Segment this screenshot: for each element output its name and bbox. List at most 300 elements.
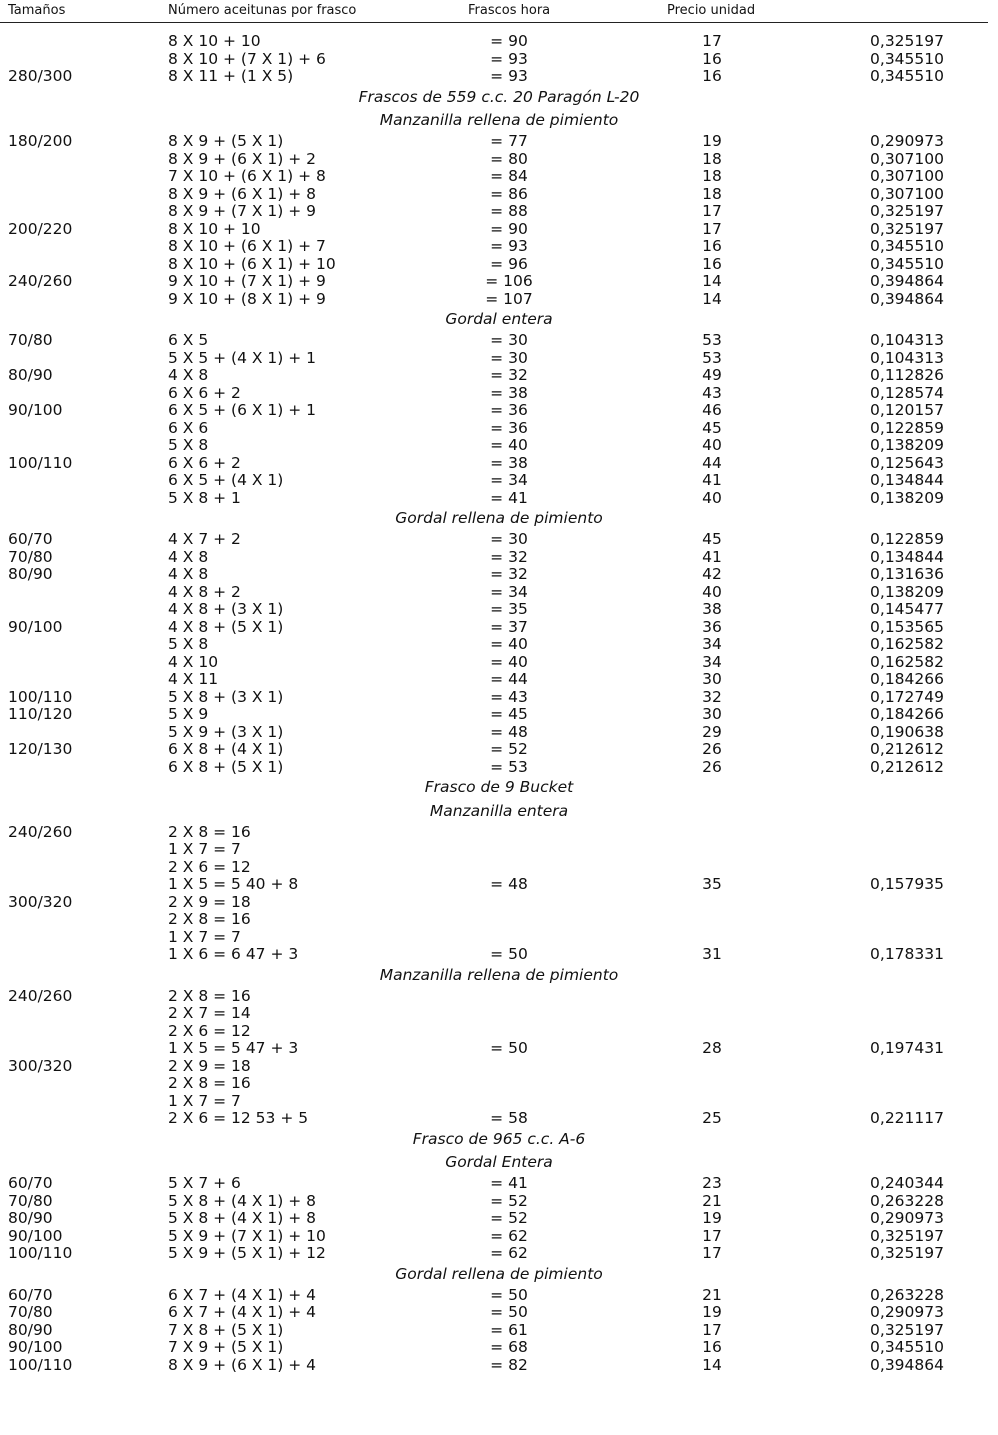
size-cell: 60/70 [8, 530, 53, 548]
count-cell: 17 [702, 219, 722, 238]
count-cell: 36 [702, 617, 722, 636]
table-row [0, 619, 998, 637]
unit-price-cell: 0,122859 [870, 418, 944, 437]
unit-price-cell: 0,128574 [870, 383, 944, 402]
size-cell: 70/80 [8, 547, 53, 566]
size-cell: 100/110 [8, 687, 73, 706]
size-cell: 180/200 [8, 132, 73, 150]
unit-price-cell: 0,134844 [870, 471, 944, 489]
unit-price-cell: 0,134844 [870, 547, 944, 566]
unit-price-cell: 0,184266 [870, 670, 944, 688]
table-row [0, 946, 998, 964]
table-row [0, 420, 998, 438]
formula-cell: 2 X 7 = 14 [168, 1004, 251, 1022]
formula-cell: 8 X 9 + (6 X 1) + 2 [168, 149, 317, 168]
size-cell: 300/320 [8, 1056, 73, 1075]
formula-cell: 4 X 7 + 2 [168, 530, 241, 548]
count-cell: 16 [702, 254, 722, 273]
unit-price-cell: 0,307100 [870, 149, 944, 168]
table-row [0, 824, 998, 842]
formula-cell: 2 X 9 = 18 [168, 1056, 251, 1075]
unit-price-cell: 0,104313 [870, 331, 944, 349]
unit-price-cell: 0,138209 [870, 582, 944, 601]
formula-cell: 6 X 5 + (6 X 1) + 1 [168, 401, 317, 419]
jars-per-hour-cell: = 36 [490, 401, 528, 419]
unit-price-cell: 0,307100 [870, 167, 944, 185]
jars-per-hour-cell: = 93 [490, 237, 528, 255]
size-cell: 60/70 [8, 1174, 53, 1192]
table-row [0, 1058, 998, 1076]
formula-cell: 6 X 8 + (5 X 1) [168, 757, 284, 776]
section-title: Gordal rellena de pimiento [395, 509, 603, 527]
jars-per-hour-cell: = 34 [490, 471, 528, 489]
unit-price-cell: 0,145477 [870, 600, 944, 618]
unit-price-cell: 0,325197 [870, 202, 944, 220]
jars-per-hour-cell: = 40 [490, 652, 528, 671]
table-row [0, 490, 998, 508]
jars-per-hour-cell: = 88 [490, 202, 528, 220]
unit-price-cell: 0,325197 [870, 1244, 944, 1262]
unit-price-cell: 0,325197 [870, 1226, 944, 1245]
size-cell: 70/80 [8, 1191, 53, 1210]
unit-price-cell: 0,172749 [870, 687, 944, 706]
formula-cell: 6 X 7 + (4 X 1) + 4 [168, 1285, 317, 1304]
formula-cell: 8 X 10 + 10 [168, 32, 261, 50]
count-cell: 41 [702, 547, 722, 566]
formula-cell: 5 X 7 + 6 [168, 1174, 241, 1192]
jars-per-hour-cell: = 36 [490, 418, 528, 437]
unit-price-cell: 0,157935 [870, 875, 944, 893]
count-cell: 26 [702, 757, 722, 776]
table-row [0, 256, 998, 274]
count-cell: 18 [702, 167, 722, 185]
table-row [0, 1023, 998, 1041]
table-row [0, 221, 998, 239]
formula-cell: 4 X 8 + (3 X 1) [168, 600, 284, 618]
formula-cell: 2 X 6 = 12 53 + 5 [168, 1109, 309, 1127]
formula-cell: 6 X 6 + 2 [168, 453, 241, 472]
size-cell: 70/80 [8, 1303, 53, 1321]
count-cell: 28 [702, 1039, 722, 1057]
count-cell: 43 [702, 383, 722, 402]
formula-cell: 5 X 8 + (3 X 1) [168, 687, 284, 706]
formula-cell: 7 X 10 + (6 X 1) + 8 [168, 167, 326, 185]
size-cell: 80/90 [8, 1209, 53, 1227]
table-row [0, 1093, 998, 1111]
unit-price-cell: 0,263228 [870, 1285, 944, 1304]
count-cell: 49 [702, 366, 722, 384]
formula-cell: 2 X 6 = 12 [168, 857, 251, 876]
count-cell: 17 [702, 1244, 722, 1262]
count-cell: 14 [702, 289, 722, 308]
jars-per-hour-cell: = 80 [490, 149, 528, 168]
table-row [0, 654, 998, 672]
unit-price-cell: 0,394864 [870, 289, 944, 308]
formula-cell: 1 X 7 = 7 [168, 840, 241, 858]
formula-cell: 5 X 9 + (5 X 1) + 12 [168, 1244, 326, 1262]
table-row [0, 724, 998, 742]
header-rule [0, 22, 988, 23]
table-row [0, 876, 998, 894]
table-row [0, 168, 998, 186]
jars-per-hour-cell: = 32 [490, 565, 528, 583]
unit-price-cell: 0,325197 [870, 1320, 944, 1339]
count-cell: 45 [702, 530, 722, 548]
size-cell: 90/100 [8, 617, 63, 636]
unit-price-cell: 0,212612 [870, 740, 944, 758]
jars-per-hour-cell: = 106 [485, 272, 533, 290]
table-row [0, 689, 998, 707]
count-cell: 31 [702, 945, 722, 963]
section-title: Manzanilla rellena de pimiento [379, 965, 619, 984]
formula-cell: 2 X 6 = 12 [168, 1021, 251, 1040]
jars-per-hour-cell: = 43 [490, 687, 528, 706]
section-title: Frascos de 559 c.c. 20 Paragón L-20 [358, 87, 640, 106]
formula-cell: 9 X 10 + (7 X 1) + 9 [168, 272, 326, 290]
formula-cell: 1 X 7 = 7 [168, 927, 241, 946]
jars-per-hour-cell: = 62 [490, 1244, 528, 1262]
section-title: Frasco de 965 c.c. A-6 [412, 1129, 586, 1148]
count-cell: 35 [702, 875, 722, 893]
table-row [0, 841, 998, 859]
table-row [0, 1357, 998, 1375]
table-row [0, 1193, 998, 1211]
size-cell: 300/320 [8, 892, 73, 911]
formula-cell: 7 X 9 + (5 X 1) [168, 1338, 284, 1356]
size-cell: 80/90 [8, 565, 53, 583]
formula-cell: 2 X 8 = 16 [168, 822, 251, 841]
table-row [0, 601, 998, 619]
count-cell: 42 [702, 565, 722, 583]
formula-cell: 6 X 6 [168, 418, 209, 437]
section-title: Frasco de 9 Bucket [424, 778, 574, 796]
formula-cell: 6 X 6 + 2 [168, 383, 241, 402]
section-title: Manzanilla entera [429, 801, 569, 820]
formula-cell: 9 X 10 + (8 X 1) + 9 [168, 289, 326, 308]
count-cell: 23 [702, 1174, 722, 1192]
table-row [0, 1175, 998, 1193]
jars-per-hour-cell: = 30 [490, 530, 528, 548]
formula-cell: 4 X 8 [168, 565, 209, 583]
formula-cell: 4 X 8 + (5 X 1) [168, 617, 284, 636]
table-row [0, 151, 998, 169]
jars-per-hour-cell: = 93 [490, 49, 528, 68]
count-cell: 44 [702, 453, 722, 472]
jars-per-hour-cell: = 50 [490, 945, 528, 963]
formula-cell: 8 X 9 + (5 X 1) [168, 132, 284, 150]
unit-price-cell: 0,212612 [870, 757, 944, 776]
size-cell: 60/70 [8, 1285, 53, 1304]
jars-per-hour-cell: = 50 [490, 1303, 528, 1321]
count-cell: 16 [702, 1338, 722, 1356]
table-row [0, 472, 998, 490]
size-cell: 240/260 [8, 986, 73, 1005]
jars-per-hour-cell: = 40 [490, 436, 528, 454]
table-row [0, 1075, 998, 1093]
jars-per-hour-cell: = 30 [490, 348, 528, 367]
formula-cell: 5 X 8 [168, 635, 209, 653]
jars-per-hour-cell: = 32 [490, 366, 528, 384]
unit-price-cell: 0,345510 [870, 49, 944, 68]
formula-cell: 1 X 5 = 5 47 + 3 [168, 1039, 299, 1057]
unit-price-cell: 0,325197 [870, 219, 944, 238]
size-cell: 100/110 [8, 1244, 73, 1262]
header-olives-per-jar: Número aceitunas por frasco [168, 3, 357, 18]
unit-price-cell: 0,325197 [870, 32, 944, 50]
unit-price-cell: 0,178331 [870, 945, 944, 963]
count-cell: 40 [702, 488, 722, 507]
unit-price-cell: 0,162582 [870, 652, 944, 671]
jars-per-hour-cell: = 30 [490, 331, 528, 349]
unit-price-cell: 0,345510 [870, 1338, 944, 1356]
jars-per-hour-cell: = 52 [490, 1191, 528, 1210]
jars-per-hour-cell: = 38 [490, 383, 528, 402]
table-row [0, 929, 998, 947]
size-cell: 100/110 [8, 1355, 73, 1374]
jars-per-hour-cell: = 61 [490, 1320, 528, 1339]
unit-price-cell: 0,104313 [870, 348, 944, 367]
formula-cell: 8 X 10 + 10 [168, 219, 261, 238]
size-cell: 70/80 [8, 331, 53, 349]
count-cell: 38 [702, 600, 722, 618]
table-row [0, 1304, 998, 1322]
jars-per-hour-cell: = 93 [490, 67, 528, 85]
jars-per-hour-cell: = 48 [490, 875, 528, 893]
table-row [0, 859, 998, 877]
table-row [0, 1005, 998, 1023]
table-row [0, 531, 998, 549]
size-cell: 200/220 [8, 219, 73, 238]
table-row [0, 68, 998, 86]
unit-price-cell: 0,138209 [870, 488, 944, 507]
size-cell: 120/130 [8, 740, 73, 758]
formula-cell: 5 X 9 + (7 X 1) + 10 [168, 1226, 326, 1245]
unit-price-cell: 0,345510 [870, 254, 944, 273]
table-row [0, 33, 998, 51]
formula-cell: 8 X 10 + (6 X 1) + 10 [168, 254, 336, 273]
formula-cell: 5 X 8 + (4 X 1) + 8 [168, 1191, 317, 1210]
unit-price-cell: 0,290973 [870, 1303, 944, 1321]
jars-per-hour-cell: = 96 [490, 254, 528, 273]
jars-per-hour-cell: = 38 [490, 453, 528, 472]
jars-per-hour-cell: = 37 [490, 617, 528, 636]
count-cell: 16 [702, 49, 722, 68]
count-cell: 17 [702, 202, 722, 220]
formula-cell: 8 X 10 + (6 X 1) + 7 [168, 237, 326, 255]
table-row [0, 1339, 998, 1357]
header-unit-price: Precio unidad [667, 3, 756, 18]
count-cell: 41 [702, 471, 722, 489]
count-cell: 19 [702, 1209, 722, 1227]
unit-price-cell: 0,131636 [870, 565, 944, 583]
formula-cell: 5 X 8 + (4 X 1) + 8 [168, 1209, 317, 1227]
count-cell: 16 [702, 67, 722, 85]
section-title: Gordal rellena de pimiento [395, 1264, 603, 1283]
table-row [0, 584, 998, 602]
unit-price-cell: 0,120157 [870, 401, 944, 419]
jars-per-hour-cell: = 45 [490, 705, 528, 723]
count-cell: 17 [702, 1226, 722, 1245]
table-row [0, 759, 998, 777]
jars-per-hour-cell: = 52 [490, 740, 528, 758]
section-title: Gordal entera [445, 310, 553, 328]
formula-cell: 4 X 10 [168, 652, 219, 671]
size-cell: 240/260 [8, 822, 73, 841]
formula-cell: 4 X 8 [168, 547, 209, 566]
unit-price-cell: 0,345510 [870, 237, 944, 255]
unit-price-cell: 0,240344 [870, 1174, 944, 1192]
count-cell: 21 [702, 1191, 722, 1210]
table-row [0, 273, 998, 291]
formula-cell: 6 X 7 + (4 X 1) + 4 [168, 1303, 317, 1321]
table-row [0, 133, 998, 151]
jars-per-hour-cell: = 41 [490, 1174, 528, 1192]
count-cell: 34 [702, 635, 722, 653]
unit-price-cell: 0,197431 [870, 1039, 944, 1057]
jars-per-hour-cell: = 84 [490, 167, 528, 185]
formula-cell: 2 X 8 = 16 [168, 986, 251, 1005]
jars-per-hour-cell: = 48 [490, 722, 528, 741]
table-row [0, 1210, 998, 1228]
count-cell: 40 [702, 582, 722, 601]
formula-cell: 5 X 9 + (3 X 1) [168, 722, 284, 741]
size-cell: 110/120 [8, 705, 73, 723]
jars-per-hour-cell: = 86 [490, 184, 528, 203]
unit-price-cell: 0,345510 [870, 67, 944, 85]
count-cell: 53 [702, 348, 722, 367]
count-cell: 14 [702, 272, 722, 290]
formula-cell: 8 X 11 + (1 X 5) [168, 67, 294, 85]
formula-cell: 5 X 8 [168, 436, 209, 454]
unit-price-cell: 0,112826 [870, 366, 944, 384]
formula-cell: 4 X 8 [168, 366, 209, 384]
table-row [0, 988, 998, 1006]
formula-cell: 8 X 10 + (7 X 1) + 6 [168, 49, 326, 68]
jars-per-hour-cell: = 58 [490, 1109, 528, 1127]
count-cell: 45 [702, 418, 722, 437]
formula-cell: 1 X 6 = 6 47 + 3 [168, 945, 299, 963]
count-cell: 17 [702, 32, 722, 50]
unit-price-cell: 0,290973 [870, 1209, 944, 1227]
table-row [0, 1322, 998, 1340]
unit-price-cell: 0,162582 [870, 635, 944, 653]
count-cell: 16 [702, 237, 722, 255]
size-cell: 100/110 [8, 453, 73, 472]
count-cell: 30 [702, 670, 722, 688]
formula-cell: 2 X 9 = 18 [168, 892, 251, 911]
formula-cell: 5 X 5 + (4 X 1) + 1 [168, 348, 317, 367]
table-row [0, 51, 998, 69]
count-cell: 14 [702, 1355, 722, 1374]
unit-price-cell: 0,394864 [870, 272, 944, 290]
count-cell: 26 [702, 740, 722, 758]
size-cell: 90/100 [8, 401, 63, 419]
formula-cell: 8 X 9 + (6 X 1) + 8 [168, 184, 317, 203]
unit-price-cell: 0,290973 [870, 132, 944, 150]
table-row [0, 894, 998, 912]
table-row [0, 1245, 998, 1263]
formula-cell: 1 X 5 = 5 40 + 8 [168, 875, 299, 893]
jars-per-hour-cell: = 82 [490, 1355, 528, 1374]
jars-per-hour-cell: = 35 [490, 600, 528, 618]
jars-per-hour-cell: = 50 [490, 1285, 528, 1304]
table-row [0, 291, 998, 309]
formula-cell: 6 X 5 [168, 331, 209, 349]
formula-cell: 7 X 8 + (5 X 1) [168, 1320, 284, 1339]
table-row [0, 437, 998, 455]
count-cell: 34 [702, 652, 722, 671]
unit-price-cell: 0,263228 [870, 1191, 944, 1210]
jars-per-hour-cell: = 53 [490, 757, 528, 776]
jars-per-hour-cell: = 41 [490, 488, 528, 507]
size-cell: 80/90 [8, 1320, 53, 1339]
jars-per-hour-cell: = 90 [490, 32, 528, 50]
table-row [0, 385, 998, 403]
section-title: Manzanilla rellena de pimiento [379, 111, 619, 129]
table-row [0, 741, 998, 759]
table-row [0, 549, 998, 567]
jars-per-hour-cell: = 77 [490, 132, 528, 150]
count-cell: 18 [702, 149, 722, 168]
table-row [0, 455, 998, 473]
table-row [0, 911, 998, 929]
count-cell: 46 [702, 401, 722, 419]
formula-cell: 6 X 8 + (4 X 1) [168, 740, 284, 758]
jars-per-hour-cell: = 40 [490, 635, 528, 653]
unit-price-cell: 0,122859 [870, 530, 944, 548]
formula-cell: 4 X 11 [168, 670, 219, 688]
table-row [0, 1040, 998, 1058]
size-cell: 80/90 [8, 366, 53, 384]
jars-per-hour-cell: = 90 [490, 219, 528, 238]
jars-per-hour-cell: = 44 [490, 670, 528, 688]
count-cell: 17 [702, 1320, 722, 1339]
table-row [0, 350, 998, 368]
jars-per-hour-cell: = 68 [490, 1338, 528, 1356]
table-row [0, 566, 998, 584]
jars-per-hour-cell: = 52 [490, 1209, 528, 1227]
count-cell: 21 [702, 1285, 722, 1304]
unit-price-cell: 0,307100 [870, 184, 944, 203]
formula-cell: 2 X 8 = 16 [168, 910, 251, 928]
table-row [0, 1110, 998, 1128]
count-cell: 29 [702, 722, 722, 741]
count-cell: 53 [702, 331, 722, 349]
table-row [0, 1228, 998, 1246]
count-cell: 18 [702, 184, 722, 203]
count-cell: 19 [702, 132, 722, 150]
formula-cell: 2 X 8 = 16 [168, 1074, 251, 1092]
jars-per-hour-cell: = 107 [485, 289, 533, 308]
size-cell: 280/300 [8, 67, 73, 85]
table-row [0, 203, 998, 221]
formula-cell: 8 X 9 + (7 X 1) + 9 [168, 202, 317, 220]
formula-cell: 5 X 8 + 1 [168, 488, 241, 507]
unit-price-cell: 0,153565 [870, 617, 944, 636]
count-cell: 30 [702, 705, 722, 723]
table-row [0, 332, 998, 350]
unit-price-cell: 0,138209 [870, 436, 944, 454]
formula-cell: 1 X 7 = 7 [168, 1091, 241, 1110]
size-cell: 90/100 [8, 1338, 63, 1356]
table-row [0, 238, 998, 256]
table-row [0, 671, 998, 689]
table-row [0, 367, 998, 385]
table-row [0, 1287, 998, 1305]
table-header [0, 0, 998, 22]
formula-cell: 5 X 9 [168, 705, 209, 723]
unit-price-cell: 0,184266 [870, 705, 944, 723]
